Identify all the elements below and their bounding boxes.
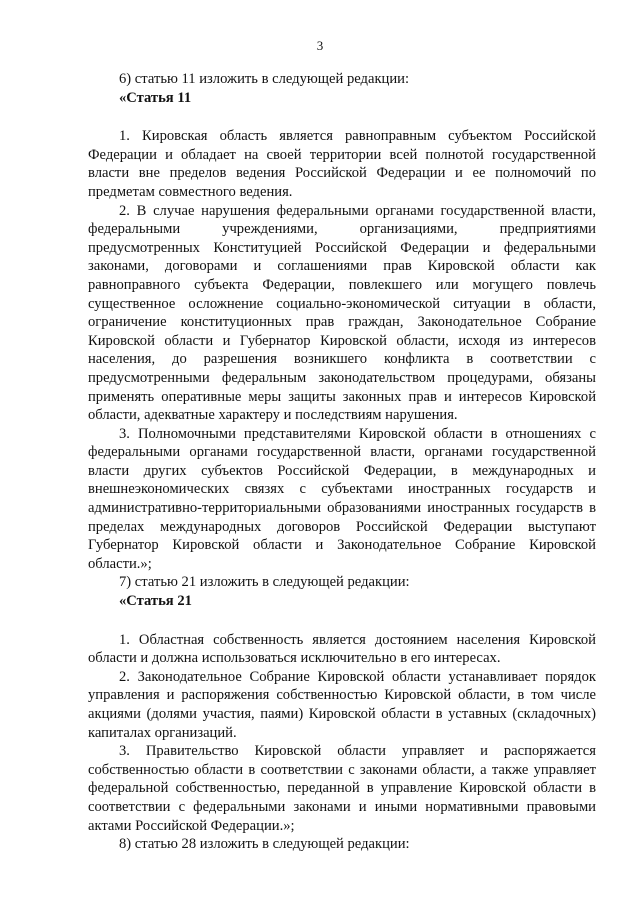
article-11-clause-3: 3. Полномочными представителями Кировской области в отношениях с федеральными органами государственной власти, органами государственной власти других субъектов Российской Федерации, в международных и внешнеэкономических связях с субъектами иностранных государств и административно-территориальными образованиями иностранных государств в пределах международных договоров Российской Федерации выступают Губернатор Кировской области и Законодательное Собрание Кировской области.»; (88, 425, 596, 572)
article-21-clause-3: 3. Правительство Кировской области управляет и распоряжается собственностью области в соответствии с законами области, а также управляет федеральной собственностью, переданной в управление Кировской области в соответствии с федеральными законами и иными нормативными правовыми актами Российской Федерации.»; (88, 743, 596, 834)
amendment-item-6: 6) статью 11 изложить в следующей редакции: (119, 71, 410, 87)
page-number: 3 (316, 38, 324, 53)
article-11-clause-1: 1. Кировская область является равноправным субъектом Российской Федерации и обладает на своей территории всей полнотой государственной власти вне пределов ведения Российской Федерации и ее полномочий по предметам совместного ведения. (88, 128, 596, 200)
article-heading-21: «Статья 21 (119, 593, 192, 610)
amendment-item-7: 7) статью 21 изложить в следующей редакции: (119, 574, 410, 591)
spacer (88, 107, 596, 127)
document-body (88, 70, 596, 854)
article-heading-11: «Статья 11 (119, 89, 192, 106)
article-11-clause-2: 2. В случае нарушения федеральными органами государственной власти, федеральными учреждениями, организациями, предприятиями предусмотренных Конституцией Российской Федерации и федеральными законами, договорами и соглашениями прав Кировской области как равноправного субъекта Федерации, повлекшего или могущего повлечь существенное осложнение социально-экономической ситуации в области, ограничение конституционных прав граждан, Законодательное Собрание Кировской области и Губернатор Кировской области, исходя из интересов населения, до разрешения возникшего конфликта в соответствии с предусмотренными федеральным законодательством процедурами, обязаны применять оперативные меры защиты законных прав и интересов Кировской области, адекватные характеру и последствиям нарушения. (88, 202, 596, 424)
article-21-clause-1: 1. Областная собственность является достоянием населения Кировской области и должна использоваться исключительно в его интересах. (88, 631, 596, 667)
article-21-clause-2: 2. Законодательное Собрание Кировской области устанавливает порядок управления и распоряжения собственностью Кировской области, в том числе акциями (долями участия, паями) Кировской области в уставных (складочных) капиталах организаций. (88, 668, 596, 741)
amendment-item-8: 8) статью 28 изложить в следующей редакции: (119, 836, 410, 853)
spacer (88, 611, 596, 631)
